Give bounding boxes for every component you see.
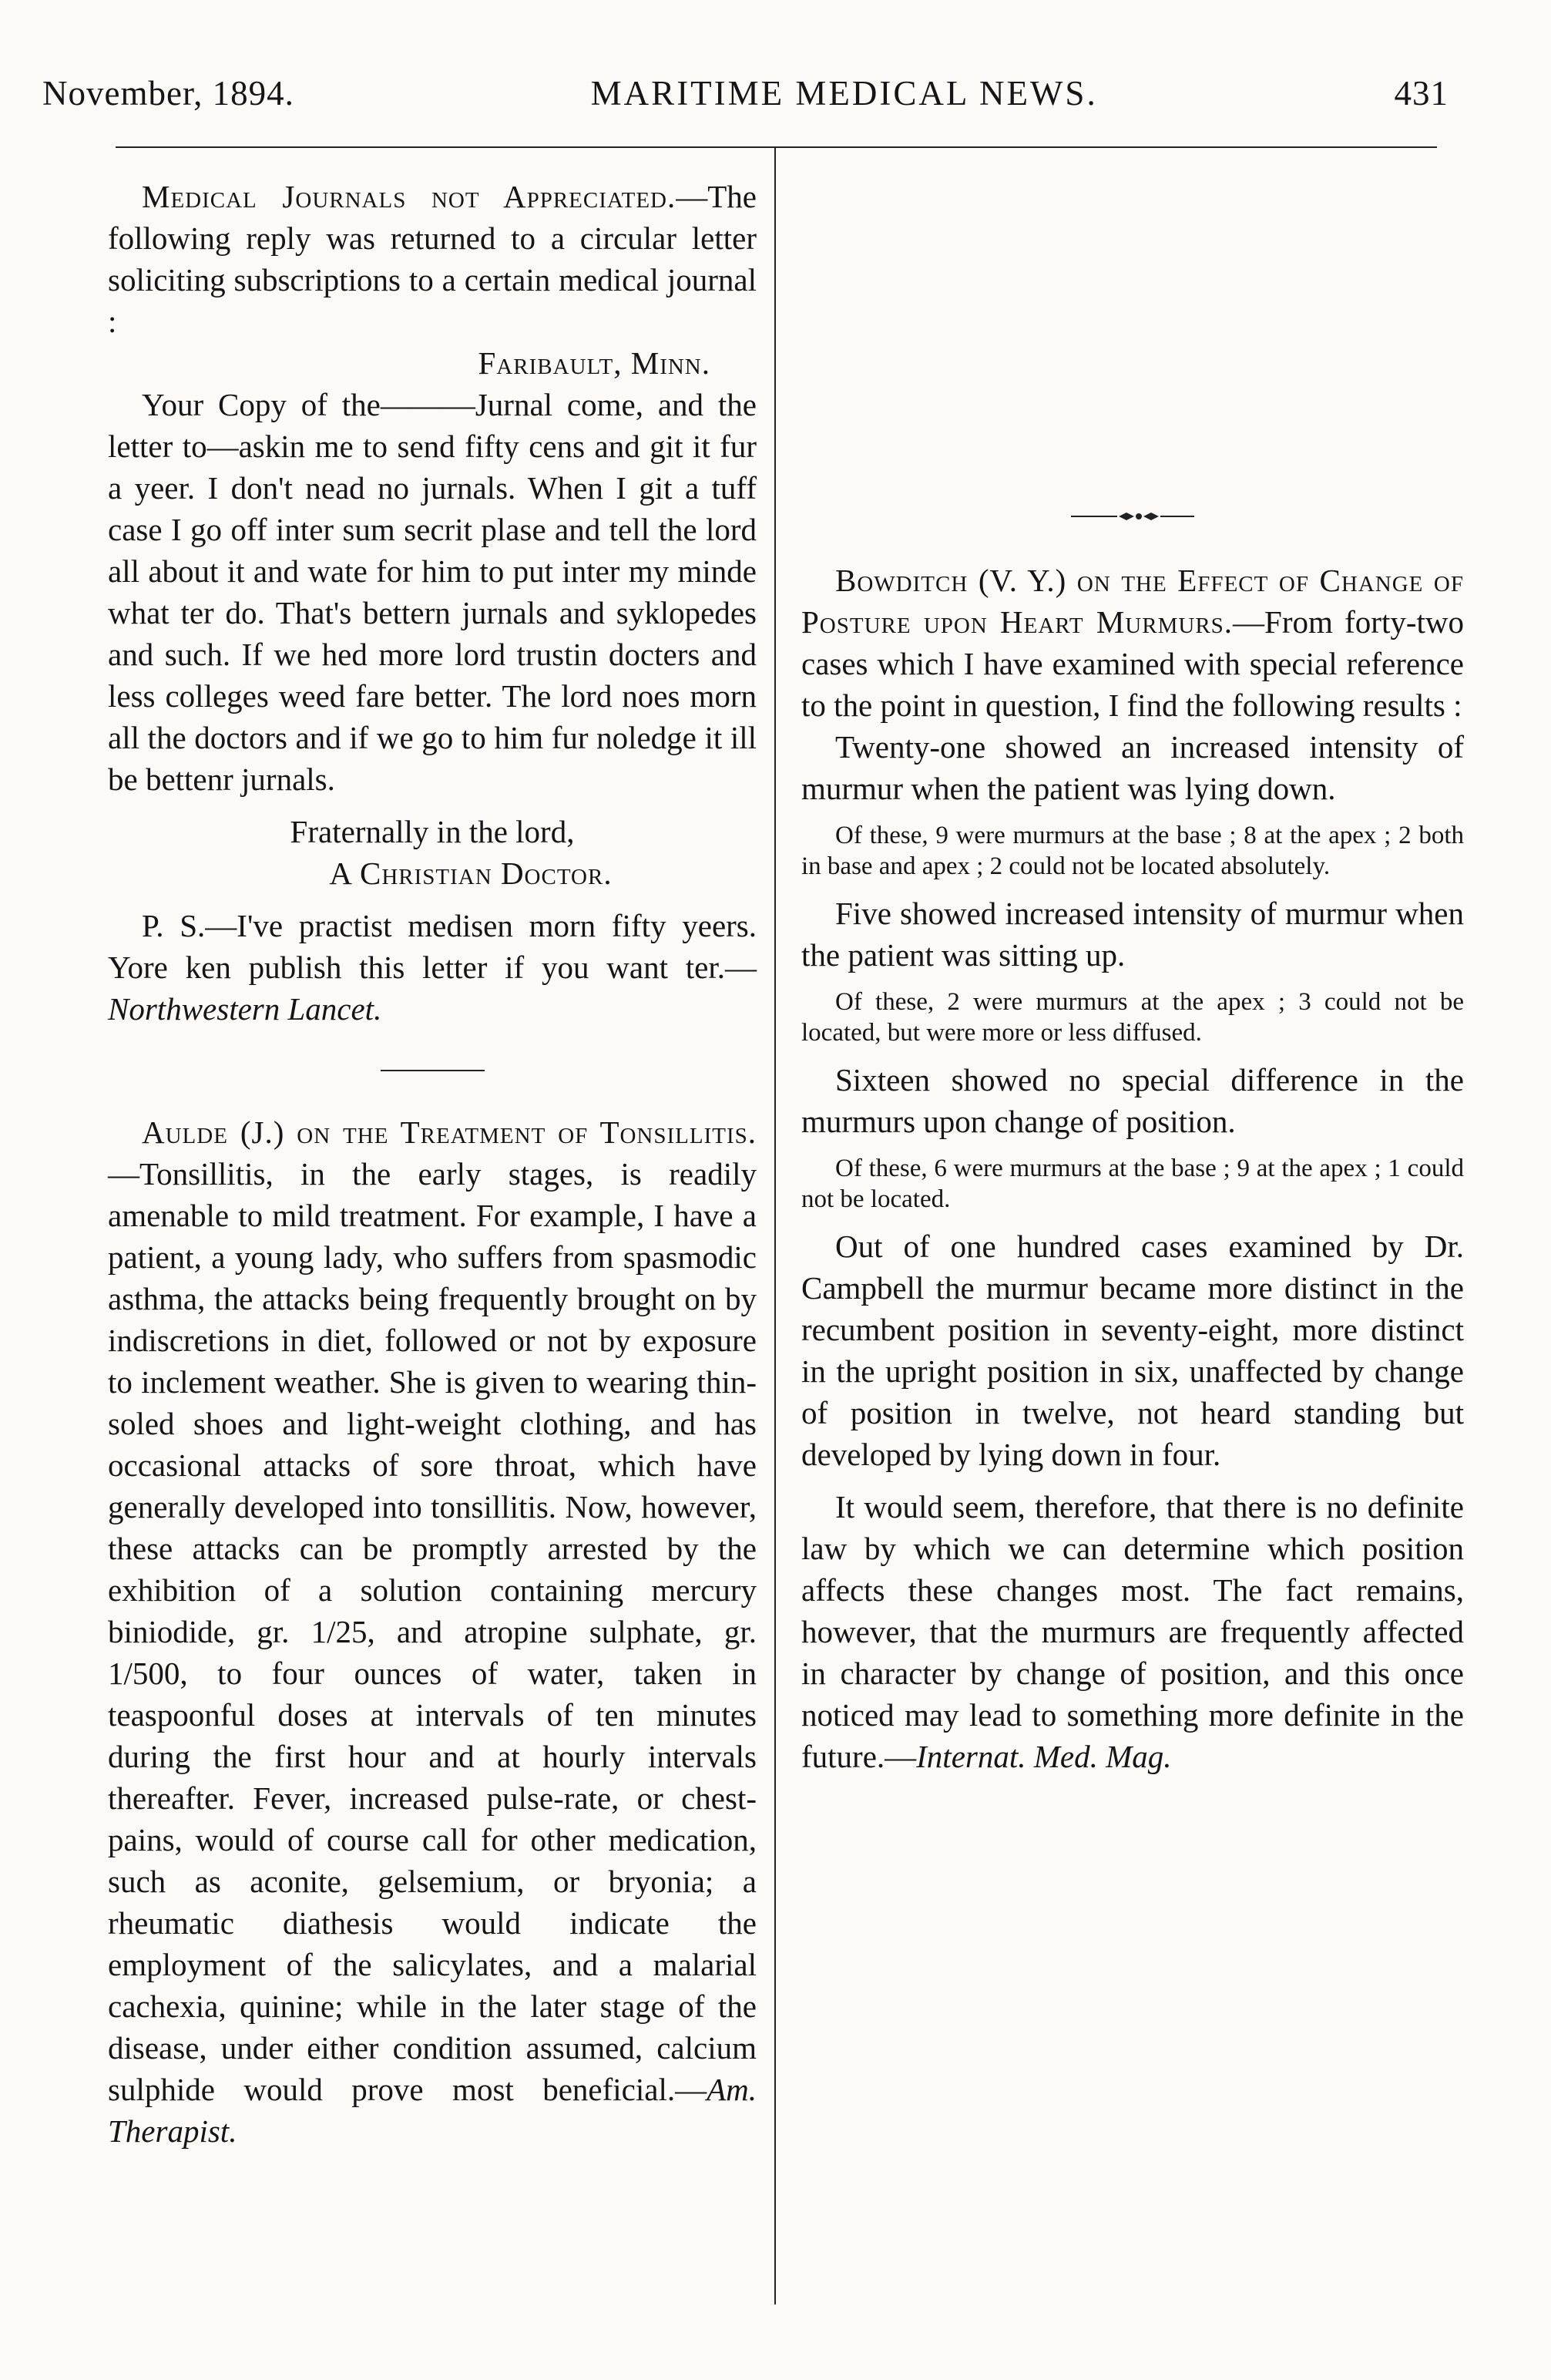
article2-continuation-space <box>801 170 1464 501</box>
article3-p1: Twenty-one showed an increased intensity of murmur when the patient was lying down. <box>801 729 1464 806</box>
article2-title: Aulde (J.) on the Treatment of Tonsillitis. <box>142 1114 757 1150</box>
ornament-separator <box>801 501 1464 532</box>
article2-body <box>108 1111 757 2152</box>
journal-title: MARITIME MEDICAL NEWS. <box>590 74 1098 113</box>
header-rule <box>116 146 1437 148</box>
header-date: November, 1894. <box>42 74 294 113</box>
article3-note3: Of these, 6 were murmurs at the base ; 9 at the apex ; 1 could not be located. <box>801 1155 1464 1213</box>
article1-ps <box>108 905 757 1030</box>
article3-p5 <box>801 1486 1464 1777</box>
article2-text: —Tonsillitis, in the early stages, is readily amenable to mild treatment. For example, I have a patient, a young lady, who suffers from spasmodic asthma, the attacks being frequently brought on by indiscretions in diet, followed or not by exposure to inclement weather. She is given to wearing thin-soled shoes and light-weight clothing, and has occasional attacks of sore throat, which have generally developed into tonsillitis. Now, however, these attacks can be promptly arrested by the exhibition of a solution containing mercury biniodide, gr. 1/25, and atropine sulphate, gr. 1/500, to four ounces of water, taken in teaspoonful doses at intervals of ten minutes during the first hour and at hourly intervals thereafter. Fever, increased pulse-rate, or chest-pains, would of course call for other medication, such as aconite, gelsemium, or bryonia; a rheumatic diathesis would indicate the employment of the salicylates, and a malarial cachexia, quinine; while in the later stage of the disease, under either condition assumed, calcium sulphide would prove most beneficial.— <box>108 1156 757 2107</box>
article3-note1: Of these, 9 were murmurs at the base ; 8 at the apex ; 2 both in base and apex ; 2 could not be located absolutely. <box>801 822 1464 880</box>
right-column <box>801 170 1464 1777</box>
article1-signature: A Christian Doctor. <box>329 856 613 891</box>
article1-body: Your Copy of the———Jurnal come, and the letter to—askin me to send fifty cens and git it fur a yeer. I don't nead no jurnals. When I git a tuff case I go off inter sum secrit plase and tell the lord all about it and wate for him to put inter my minde what ter do. That's bettern jurnals and syklopedes and such. If we hed more lord trustin docters and less colleges weed fare better. The lord noes morn all the doctors and if we go to him fur noledge it ill be bettenr jurnals. <box>108 387 757 797</box>
column-divider <box>774 146 776 2304</box>
article1-intro: —The following reply was returned to a circular letter soliciting subscriptions to a certain medical journal : <box>108 179 757 339</box>
running-header <box>42 73 1449 119</box>
article3-p3: Sixteen showed no special difference in the murmurs upon change of position. <box>801 1062 1464 1139</box>
article1-closing: Fraternally in the lord, <box>290 814 575 849</box>
article2-source: Am. Therapist. <box>108 2072 757 2149</box>
left-column <box>108 176 757 2152</box>
article1-place: Faribault, Minn. <box>478 345 710 381</box>
article3-p2: Five showed increased intensity of murmur when the patient was sitting up. <box>801 896 1464 973</box>
article3-note2: Of these, 2 were murmurs at the apex ; 3 could not be located, but were more or less diffused. <box>801 988 1464 1047</box>
article3-intro: —From forty-two cases which I have examined with special reference to the point in question, I find the following results : <box>801 604 1464 723</box>
article1-source: Northwestern Lancet. <box>108 991 382 1027</box>
article3-p4: Out of one hundred cases examined by Dr. Campbell the murmur became more distinct in the recumbent position in seventy-eight, more distinct in the upright position in six, unaffected by change of position in twelve, not heard standing but developed by lying down in four. <box>801 1229 1464 1472</box>
article3-lead <box>801 560 1464 726</box>
article1-lead <box>108 176 757 342</box>
page-number: 431 <box>1394 74 1449 113</box>
article3-p5-text: It would seem, therefore, that there is no definite law by which we can determine which position affects these changes most. The fact remains, however, that the murmurs are frequently affected in character by change of position, and this once noticed may lead to something more definite in the future.— <box>801 1489 1464 1774</box>
article1-ps-text: P. S.—I've practist medisen morn fifty yeers. Yore ken publish this letter if you want ter.— <box>108 908 757 985</box>
article1-title: Medical Journals not Appreciated. <box>142 179 676 214</box>
article3-title: Bowditch (V. Y.) on the Effect of Change of Posture upon Heart Murmurs. <box>801 563 1464 640</box>
ornament-icon <box>1071 509 1194 524</box>
article3-source: Internat. Med. Mag. <box>916 1739 1172 1774</box>
